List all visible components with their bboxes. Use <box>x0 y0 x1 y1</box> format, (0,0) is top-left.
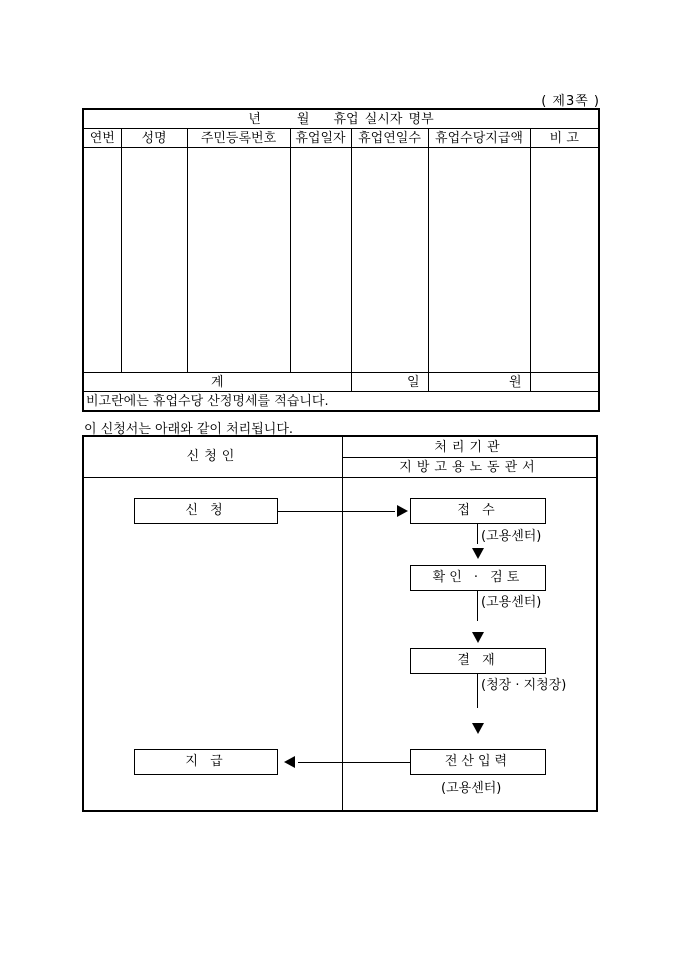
entry-cell-number[interactable] <box>83 148 121 373</box>
entry-cell-leave-date[interactable] <box>290 148 351 373</box>
roster-header-row <box>83 129 599 148</box>
arrow-right-icon <box>397 505 408 517</box>
roster-total-row <box>83 373 599 392</box>
total-label: 계 <box>83 373 351 392</box>
col-header: 휴업연일수 <box>351 129 428 148</box>
col-header: 휴업수당지급액 <box>428 129 530 148</box>
processing-flowchart <box>82 435 598 812</box>
col-header: 비 고 <box>530 129 599 148</box>
apply-step: 신 청 <box>134 498 278 524</box>
column-divider <box>342 437 343 810</box>
approve-agency: (청장 · 지청장) <box>481 678 567 693</box>
review-agency: (고용센터) <box>481 595 542 610</box>
col-header: 성명 <box>121 129 187 148</box>
header-bottom-rule <box>84 477 596 478</box>
roster-title-year: 년 <box>248 111 261 127</box>
col-header: 연번 <box>83 129 121 148</box>
arrow-down-icon <box>472 632 484 643</box>
agency-header: 처리기관 <box>434 440 505 455</box>
input-to-pay-connector <box>298 762 410 763</box>
agency-header-divider <box>343 457 596 458</box>
review-step: 확인 · 검토 <box>410 565 546 591</box>
input-agency: (고용센터) <box>441 781 502 796</box>
approve-connector <box>477 674 478 708</box>
arrow-down-icon <box>472 548 484 559</box>
approve-step: 결 재 <box>410 648 546 674</box>
receive-step: 접 수 <box>410 498 546 524</box>
roster-note: 비고란에는 휴업수당 산정명세를 적습니다. <box>83 392 599 412</box>
roster-note-row <box>83 392 599 412</box>
agency-name: 지방고용노동관서 <box>399 460 540 475</box>
roster-title-row <box>83 109 599 129</box>
col-header: 휴업일자 <box>290 129 351 148</box>
roster-entry-area <box>83 148 599 373</box>
page-number: ( 제3쪽 ) <box>541 94 600 109</box>
entry-cell-name[interactable] <box>121 148 187 373</box>
roster-title <box>83 109 599 129</box>
entry-cell-allowance[interactable] <box>428 148 530 373</box>
pay-step: 지 급 <box>134 749 278 775</box>
roster-title-month: 월 <box>296 111 310 127</box>
review-connector <box>477 591 478 621</box>
receive-connector <box>477 524 478 544</box>
apply-to-receive-connector <box>278 511 395 512</box>
entry-cell-resident-id[interactable] <box>187 148 290 373</box>
leave-roster-table <box>82 108 600 412</box>
total-days-unit: 일 <box>351 373 428 392</box>
receive-agency: (고용센터) <box>481 529 542 544</box>
total-remarks-cell <box>530 373 599 392</box>
entry-cell-leave-days[interactable] <box>351 148 428 373</box>
entry-cell-remarks[interactable] <box>530 148 599 373</box>
arrow-down-icon <box>472 723 484 734</box>
applicant-header: 신청인 <box>186 449 240 464</box>
arrow-left-icon <box>284 756 295 768</box>
processing-intro: 이 신청서는 아래와 같이 처리됩니다. <box>84 422 294 437</box>
input-step: 전산입력 <box>410 749 546 775</box>
roster-title-text: 휴업 실시자 명부 <box>333 111 434 127</box>
total-won-unit: 원 <box>428 373 530 392</box>
col-header: 주민등록번호 <box>187 129 290 148</box>
